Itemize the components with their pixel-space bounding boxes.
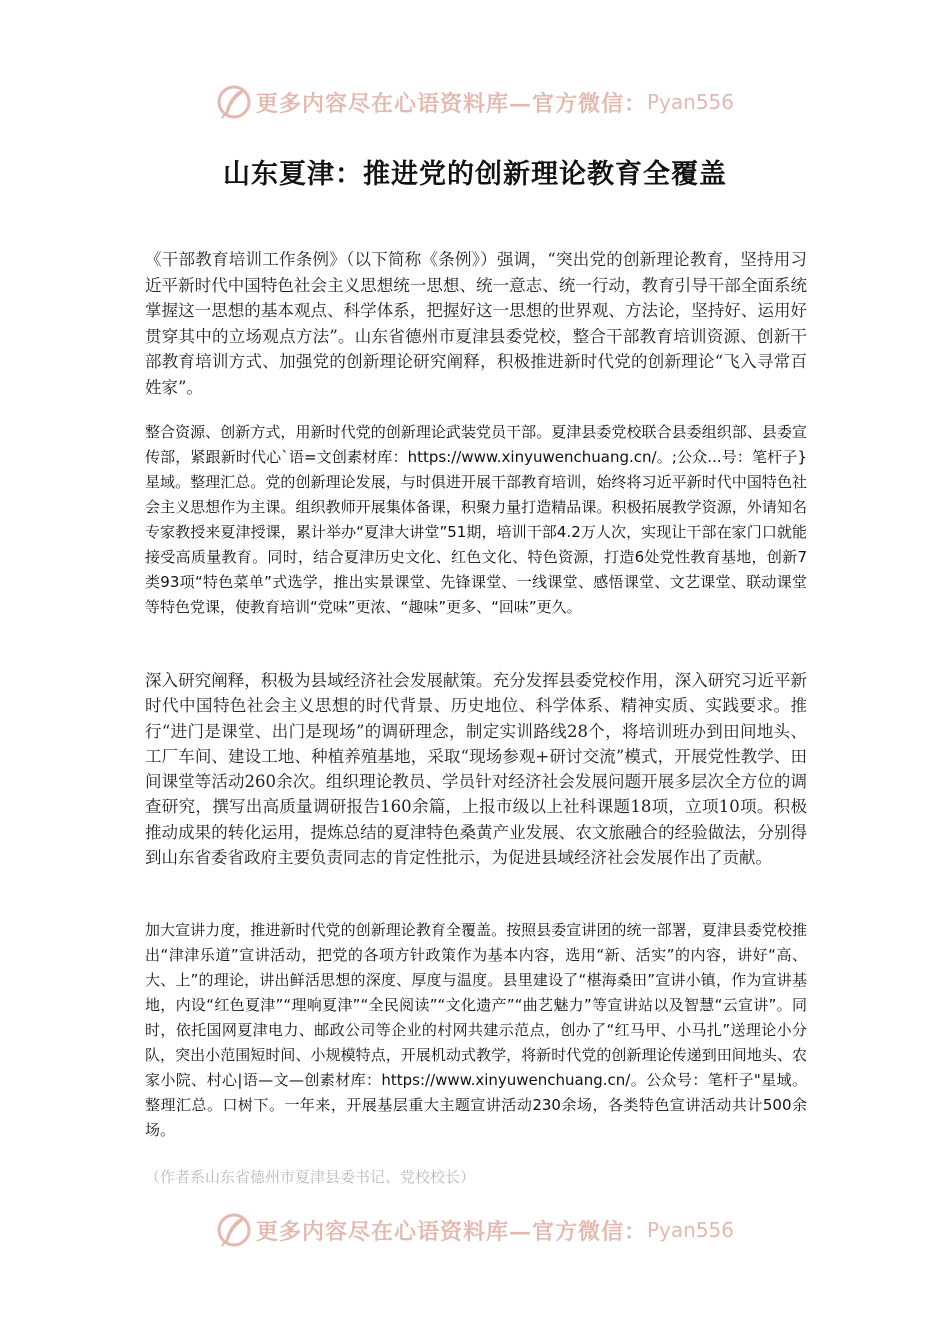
section-2-paragraph: 深入研究阐释，积极为县域经济社会发展献策。充分发挥县委党校作用，深入研究习近平新时代中国特色社会主义思想的时代背景、历史地位、科学体系、精神实质、实践要求。推行“进门是课堂、出门是现场”的调研理念，制定实训路线28个，将培训班办到田间地头、工厂车间、建设工地、种植养殖基地，采取“现场参观+研讨交流”模式，开展党性教学、田间课堂等活动260余次。组织理论教员、学员针对经济社会发展问题开展多层次全方位的调查研究，撰写出高质量调研报告160余篇，上报市级以上社科课题18项，立项10项。积极推动成果的转化运用，提炼总结的夏津特色桑黄产业发展、农文旅融合的经验做法，分别得到山东省委省政府主要负责同志的肯定性批示，为促进县域经济社会发展作出了贡献。 bbox=[145, 671, 807, 868]
wechat-id: Pyan556 bbox=[647, 1218, 735, 1242]
header-banner bbox=[0, 80, 950, 124]
author-note: （作者系山东省德州市夏津县委书记、党校校长） bbox=[145, 1168, 476, 1186]
banner-text: 更多内容尽在心语资料库—官方微信： bbox=[255, 1218, 647, 1245]
banner-text: 更多内容尽在心语资料库—官方微信： bbox=[255, 90, 647, 117]
quill-logo-icon bbox=[216, 84, 252, 120]
quill-logo-icon bbox=[216, 1212, 252, 1248]
section-3-paragraph: 加大宣讲力度，推进新时代党的创新理论教育全覆盖。按照县委宣讲团的统一部署，夏津县委党校推出“津津乐道”宣讲活动，把党的各项方针政策作为基本内容，选用“新、活实”的内容，讲好“高、大、上”的理论，讲出鲜活思想的深度、厚度与温度。县里建设了“椹海桑田”宣讲小镇，作为宣讲基地，内设“红色夏津”“理响夏津”“全民阅读”“文化遗产”“曲艺魅力”等宣讲站以及智慧“云宣讲”。同时，依托国网夏津电力、邮政公司等企业的村网共建示范点，创办了“红马甲、小马扎”送理论小分队，突出小范围短时间、小规模特点，开展机动式教学，将新时代党的创新理论传递到田间地头、农家小院、村心|语—文—创素材库：https://www.xinyuwenchuang.cn/。公众号：笔杆子"星域。整理汇总。口树下。一年来，开展基层重大主题宣讲活动230余场，各类特色宣讲活动共计500余场。 bbox=[145, 921, 807, 1139]
section-1-paragraph: 整合资源、创新方式，用新时代党的创新理论武装党员干部。夏津县委党校联合县委组织部、县委宣传部，紧跟新时代心`语=文创素材库：https://www.xinyuwenchuang.cn/。;公众...号：笔杆子}星域。整理汇总。党的创新理论发展，与时俱进开展干部教育培训，始终将习近平新时代中国特色社会主义思想作为主课。组织教师开展集体备课，积聚力量打造精品课。积极拓展教学资源，外请知名专家教授来夏津授课，累计举办“夏津大讲堂”51期，培训干部4.2万人次，实现让干部在家门口就能接受高质量教育。同时，结合夏津历史文化、红色文化、特色资源，打造6处党性教育基地，创新7类93项“特色菜单”式选学，推出实景课堂、先锋课堂、一线课堂、感悟课堂、文艺课堂、联动课堂等特色党课，使教育培训“党味”更浓、“趣味”更多、“回味”更久。 bbox=[145, 423, 807, 616]
intro-paragraph: 《干部教育培训工作条例》（以下简称《条例》）强调，“突出党的创新理论教育，坚持用习近平新时代中国特色社会主义思想统一思想、统一意志、统一行动，教育引导干部全面系统掌握这一思想的基本观点、科学体系，把握好这一思想的世界观、方法论，坚持好、运用好贯穿其中的立场观点方法”。山东省德州市夏津县委党校，整合干部教育培训资源、创新干部教育培训方式、加强党的创新理论研究阐释，积极推进新时代党的创新理论“飞入寻常百姓家”。 bbox=[145, 250, 807, 397]
wechat-id: Pyan556 bbox=[647, 90, 735, 114]
footer-banner bbox=[0, 1208, 950, 1252]
article-title: 山东夏津：推进党的创新理论教育全覆盖 bbox=[223, 159, 727, 190]
